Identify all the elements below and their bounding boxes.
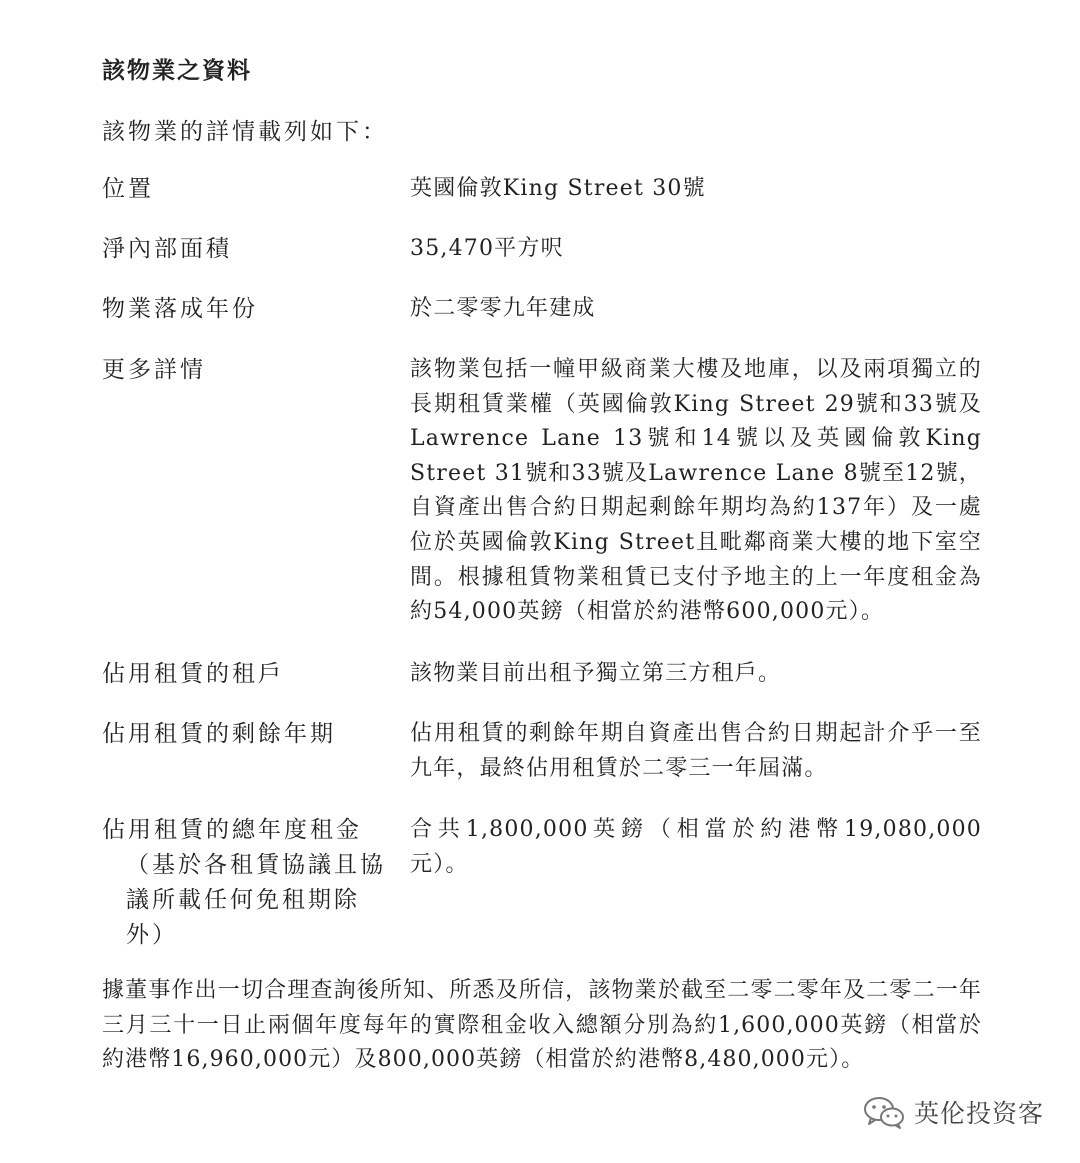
row-label: 更多詳情 (102, 357, 206, 383)
closing-paragraph: 據董事作出一切合理查詢後所知、所悉及所信，該物業於截至二零二零年及二零二一年三月三十一日止兩個年度每年的實際租金收入總額分別為約1,600,000英鎊（相當於約港幣16,960,000元）及800,000英鎊（相當於約港幣8,480,000元）。 (102, 978, 982, 1073)
row-value: 合共1,800,000英鎊（相當於約港幣19,080,000元）。 (410, 817, 982, 877)
row-label: 淨內部面積 (102, 236, 232, 262)
row-value: 英國倫敦King Street 30號 (410, 176, 706, 201)
row-label-note: （基於各租賃協議且協議所載任何免租期除外） (126, 852, 386, 948)
row-value: 該物業目前出租予獨立第三方租戶。 (410, 661, 782, 686)
intro-text: 該物業的詳情載列如下： (102, 119, 388, 145)
row-value: 佔用租賃的剩餘年期自資產出售合約日期起計介乎一至九年，最終佔用租賃於二零三一年屆滿。 (410, 721, 982, 781)
row-label-main: 佔用租賃的總年度租金 (102, 817, 362, 843)
row-label: 物業落成年份 (102, 296, 258, 322)
row-label (102, 813, 392, 953)
row-label: 佔用租賃的剩餘年期 (102, 721, 336, 747)
watermark-text: 英伦投资客 (913, 1099, 1044, 1128)
wechat-icon (862, 1094, 906, 1130)
watermark (862, 1094, 1044, 1130)
row-value: 於二零零九年建成 (410, 296, 596, 321)
section-heading: 該物業之資料 (102, 58, 252, 84)
row-value: 該物業包括一幢甲級商業大樓及地庫，以及兩項獨立的長期租賃業權（英國倫敦King Street 29號和33號及Lawrence Lane 13號和14號以及英國倫敦King Street 31號和33號及Lawrence Lane 8號至12號，自資產出售合約日期起剩餘年期均為約137年）及一處位於英國倫敦King Street且毗鄰商業大樓的地下室空間。根據租賃物業租賃已支付予地主的上一年度租金為約54,000英鎊（相當於約港幣600,000元）。 (410, 357, 982, 625)
row-label: 位置 (102, 176, 154, 202)
row-label: 佔用租賃的租戶 (102, 661, 284, 687)
row-value: 35,470平方呎 (410, 236, 564, 261)
